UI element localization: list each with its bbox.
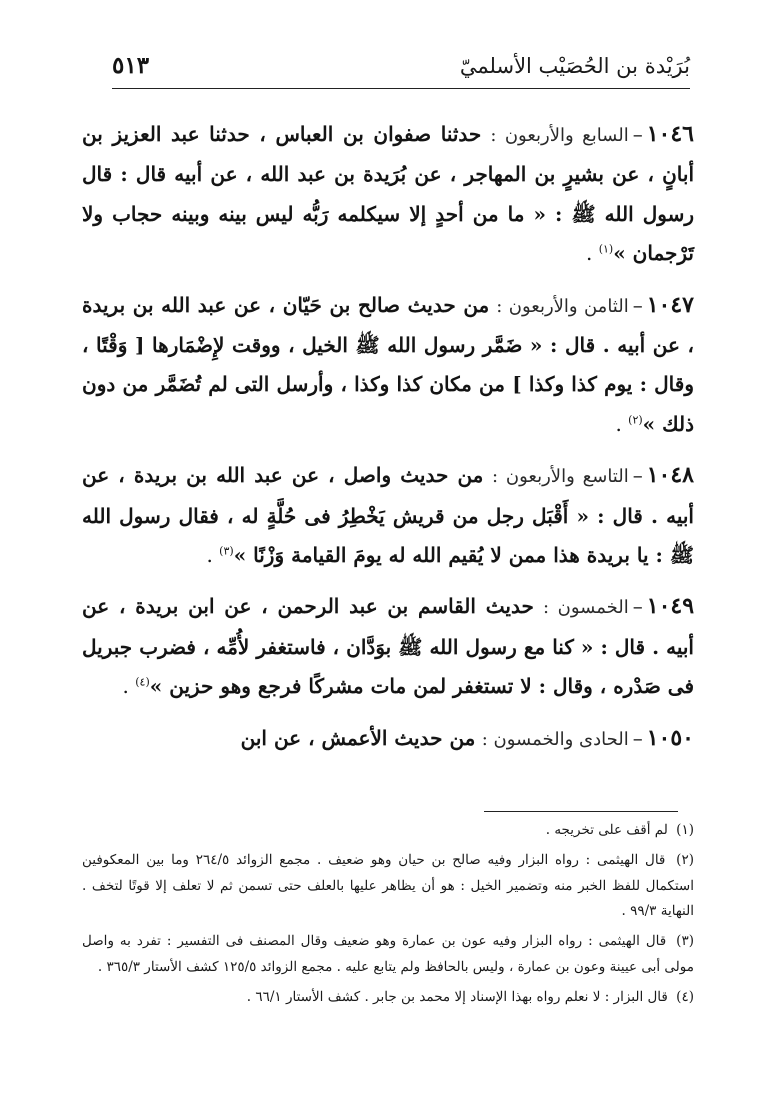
hadith-text: من حديث واصل ، عن عبد الله بن بريدة ، عن أبيه . قال : « أَقْبَل رجل من قريش يَخْطِرُ فى حُلَّةٍ له ، فقال رسول الله ﷺ : يا بريدة هذا ممن لا يُقيم الله له يومَ القيامة وَزْنًا » [82,463,694,568]
hadith-ordinal: الثامن والأربعون : [496,295,629,317]
hadith-number: ١٠٤٧ [646,291,694,318]
hadith-ordinal: الحادى والخمسون : [481,728,629,750]
footnote-text: لم أقف على تخريجه . [545,822,668,838]
hadith-number: ١٠٥٠ [646,724,694,751]
footnotes [82,818,694,1015]
footnote [82,985,694,1011]
hadith-text: حديث القاسم بن عبد الرحمن ، عن ابن بريدة ، عن أبيه . قال : « كنا مع رسول الله ﷺ بوَدَّان ، فاستغفر لأُمِّه ، فضرب جبريل فى صَدْره ، وقال : لا تستغفر لمن مات مشركًا فرجع وهو حزين » [82,594,694,699]
footnote-text: قال الهيثمى : رواه البزار وفيه عون بن عمارة وهو ضعيف وقال المصنف فى التفسير : تفرد به واصل مولى أبى عيينة وعون بن عمارة ، وليس بالحافظ ولم يتابع عليه . مجمع الزوائد ١٢٥/٥ كشف الأستار ٣٦٥/٣ . [82,933,694,975]
hadith-end: . [585,241,599,266]
running-header [112,50,690,86]
page-number: ٥١٣ [112,52,150,79]
footnote [82,818,694,844]
hadith-text: من حديث الأعمش ، عن ابن [240,725,476,750]
hadith-entry: ١٠٤٨–التاسع والأربعون : من حديث واصل ، عن عبد الله بن بريدة ، عن أبيه . قال : « أَقْبَل رجل من قريش يَخْطِرُ فى حُلَّةٍ له ، فقال رسول الله ﷺ : يا بريدة هذا ممن لا يُقيم الله له يومَ القيامة وَزْنًا »$^{(٣)}$ . [82,462,694,568]
footnote-number: (٤) [676,988,694,1005]
footnote-rule [484,811,678,812]
hadith-text: حدثنا صفوان بن العباس ، حدثنا عبد العزيز بن أبانٍ ، عن بشيرٍ بن المهاجر ، عن بُرَيدة بن عبد الله ، عن أبيه قال : قال رسول الله ﷺ : « ما من أحدٍ إلا سيكلمه رَبُّه ليس بينه وبينه حجاب ولا تَرْجمان » [82,122,694,266]
hadith-number: ١٠٤٨ [646,462,694,489]
hadith-ordinal: الخمسون : [543,597,629,619]
footnote-number: (٢) [676,851,694,868]
hadith-ordinal: التاسع والأربعون : [491,466,629,488]
footnote-ref: (٣) [219,544,234,558]
footnote [82,848,694,925]
hadith-end: . [206,543,220,568]
footnote-ref: (٤) [135,675,150,689]
footnote-ref: (١) [598,242,614,256]
hadith-end: . [615,411,629,436]
footnote-number: (١) [676,822,694,838]
footnote-text: قال الهيثمى : رواه البزار وفيه صالح بن حيان وهو ضعيف . مجمع الزوائد ٢٦٤/٥ وما بين المعكوفين استكمال للفظ الخبر منه وتضمير الخيل : هو أن يظاهر عليها بالعلف حتى تسمن ثم لا تعلف إلا قوتًا لتخف . النهاية ٩٩/٣ . [82,851,694,920]
hadith-end: . [122,674,136,699]
hadith-entry: ١٠٥٠–الحادى والخمسون : من حديث الأعمش ، عن ابن [240,724,694,751]
footnote [82,929,694,981]
footnote-ref: (٢) [628,413,643,427]
footnote-number: (٣) [676,933,694,950]
hadith-text: من حديث صالح بن حَيّان ، عن عبد الله بن بريدة ، عن أبيه . قال : « ضَمَّر رسول الله ﷺ الخيل ، ووقت لإِضْمَارها [ وَقْتًا ، وقال : يوم كذا وكذا ] من مكان كذا وكذا ، وأرسل التى لم تُضَمَّر من دون ذلك » [82,292,694,436]
hadith-entry: ١٠٤٦–السابع والأربعون : حدثنا صفوان بن العباس ، حدثنا عبد العزيز بن أبانٍ ، عن بشيرٍ بن المهاجر ، عن بُرَيدة بن عبد الله ، عن أبيه قال : قال رسول الله ﷺ : « ما من أحدٍ إلا سيكلمه رَبُّه ليس بينه وبينه حجاب ولا تَرْجمان »$^{(١)}$ . [82,121,694,266]
hadith-entry: ١٠٤٧–الثامن والأربعون : من حديث صالح بن حَيّان ، عن عبد الله بن بريدة ، عن أبيه . قال : « ضَمَّر رسول الله ﷺ الخيل ، ووقت لإِضْمَارها [ وَقْتًا ، وقال : يوم كذا وكذا ] من مكان كذا وكذا ، وأرسل التى لم تُضَمَّر من دون ذلك »$^{(٢)}$ . [82,291,694,436]
footnote-text: قال البزار : لا نعلم رواه بهذا الإسناد إلا محمد بن جابر . كشف الأستار ٦٦/١ . [246,988,668,1005]
hadith-number: ١٠٤٩ [646,593,695,620]
header-rule [112,88,690,89]
header-title: بُرَيْدة بن الحُصَيْب الأسلميّ [459,54,690,78]
hadith-ordinal: السابع والأربعون : [490,125,629,146]
hadith-number: ١٠٤٦ [646,121,694,147]
main-text [82,115,694,771]
hadith-entry: ١٠٤٩–الخمسون : حديث القاسم بن عبد الرحمن ، عن ابن بريدة ، عن أبيه . قال : « كنا مع رسول الله ﷺ بوَدَّان ، فاستغفر لأُمِّه ، فضرب جبريل فى صَدْره ، وقال : لا تستغفر لمن مات مشركًا فرجع وهو حزين »$^{(٤)}$ . [82,593,695,699]
